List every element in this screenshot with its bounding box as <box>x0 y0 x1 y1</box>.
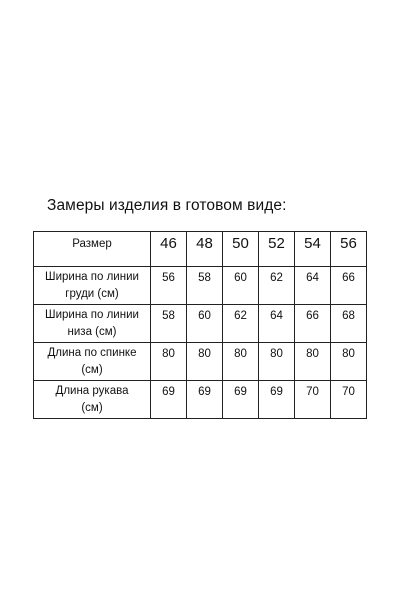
value-cell: 60 <box>223 267 259 305</box>
value-cell: 68 <box>331 305 367 343</box>
size-table <box>33 231 367 419</box>
value-cell: 56 <box>151 267 187 305</box>
value-cell: 69 <box>151 381 187 419</box>
page-title: Замеры изделия в готовом виде: <box>47 197 287 214</box>
row-label-cell <box>34 305 151 343</box>
value-cell: 66 <box>331 267 367 305</box>
value-cell: 80 <box>331 343 367 381</box>
value-cell: 60 <box>187 305 223 343</box>
table-row <box>34 267 367 305</box>
row-label-line: Ширина по линии <box>45 271 139 283</box>
value-cell: 58 <box>187 267 223 305</box>
table-row <box>34 381 367 419</box>
value-cell: 80 <box>223 343 259 381</box>
size-header-cell: 52 <box>259 232 295 267</box>
header-label-cell: Размер <box>34 232 151 267</box>
value-cell: 80 <box>295 343 331 381</box>
table-row <box>34 343 367 381</box>
size-header-cell: 46 <box>151 232 187 267</box>
value-cell: 70 <box>331 381 367 419</box>
size-header-cell: 50 <box>223 232 259 267</box>
value-cell: 66 <box>295 305 331 343</box>
size-header-cell: 54 <box>295 232 331 267</box>
value-cell: 58 <box>151 305 187 343</box>
row-label-cell <box>34 381 151 419</box>
value-cell: 69 <box>223 381 259 419</box>
row-label-line: Длина рукава <box>55 385 129 397</box>
value-cell: 62 <box>223 305 259 343</box>
row-label-line: Длина по спинке <box>47 347 137 359</box>
value-cell: 80 <box>187 343 223 381</box>
row-label-line: Ширина по линии <box>45 309 139 321</box>
value-cell: 69 <box>187 381 223 419</box>
row-label-line: (см) <box>81 364 103 376</box>
value-cell: 64 <box>259 305 295 343</box>
table-row <box>34 305 367 343</box>
row-label-line: груди (см) <box>65 288 119 300</box>
table-header-row <box>34 232 367 267</box>
value-cell: 64 <box>295 267 331 305</box>
row-label-line: низа (см) <box>67 326 117 338</box>
value-cell: 80 <box>259 343 295 381</box>
value-cell: 70 <box>295 381 331 419</box>
value-cell: 69 <box>259 381 295 419</box>
row-label-cell <box>34 267 151 305</box>
value-cell: 80 <box>151 343 187 381</box>
size-header-cell: 48 <box>187 232 223 267</box>
row-label-line: (см) <box>81 402 103 414</box>
row-label-cell <box>34 343 151 381</box>
value-cell: 62 <box>259 267 295 305</box>
size-header-cell: 56 <box>331 232 367 267</box>
